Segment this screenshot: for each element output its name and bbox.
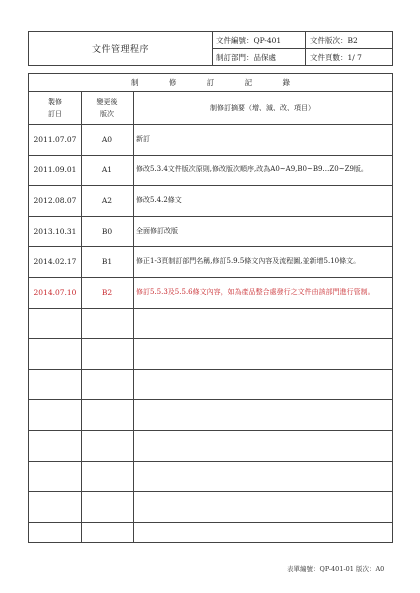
row-summary: 全面修訂改版: [136, 226, 178, 235]
column-header-summary: [133, 92, 392, 124]
revision-table: [28, 73, 393, 543]
form-footer: 表單編號：QP-401-01 版次：A0: [287, 565, 385, 573]
row-date: 2011.09.01: [33, 165, 77, 175]
row-summary: 修改5.3.4文件版次原則,修改版次順序,改為A0~A9,B0~B9…Z0~Z9版。: [136, 165, 368, 174]
row-divider: [29, 491, 392, 492]
row-version: A0: [101, 134, 113, 144]
row-summary: 修正1-3頁制訂部門名稱,修訂5.9.5條文內容及流程圖,並新增5.10條文。: [136, 257, 361, 266]
column-header-version-line1: 變更後: [96, 98, 118, 106]
row-date: 2013.10.31: [33, 226, 77, 236]
column-header-version-line2: 版次: [100, 110, 114, 118]
row-divider: [29, 369, 392, 370]
row-version: A1: [101, 165, 113, 175]
column-header-version: [81, 92, 133, 124]
row-summary: 修改5.4.2條文: [136, 195, 182, 204]
column-header-date-line2: 訂日: [48, 110, 62, 118]
row-date: 2014.02.17: [33, 257, 77, 267]
row-version: B0: [101, 226, 113, 236]
doc-department: 制訂部門：品保處: [212, 49, 306, 65]
doc-number: 文件編號：QP-401: [212, 32, 306, 49]
row-version: A2: [101, 195, 113, 205]
doc-edition: 文件版次：B2: [306, 32, 392, 49]
row-divider: [29, 399, 392, 400]
row-divider: [29, 461, 392, 462]
row-version: B1: [101, 257, 113, 267]
row-version: B2: [101, 287, 113, 297]
column-header-summary-text: 制修訂摘要（增、減、改、項目）: [210, 104, 315, 112]
document-title: 文件管理程序: [29, 32, 213, 65]
row-divider: [29, 338, 392, 339]
row-date: 2012.08.07: [33, 195, 77, 205]
row-divider: [29, 430, 392, 431]
row-date: 2014.07.10: [33, 287, 77, 297]
doc-pages: 文件頁數：1/ 7: [310, 52, 362, 62]
row-divider: [29, 522, 392, 523]
row-summary: 修訂5.5.3及5.5.6條文內容，如為產品整合處發行之文件由該部門進行管制。: [136, 287, 375, 296]
row-divider: [29, 308, 392, 309]
row-date: 2011.07.07: [33, 134, 77, 144]
document-header: [28, 31, 393, 66]
column-header-date-line1: 製修: [48, 98, 62, 106]
column-header-date: [29, 92, 81, 124]
row-summary: 新訂: [136, 134, 150, 143]
revision-table-title: 制 修 訂 記 錄: [29, 74, 392, 92]
